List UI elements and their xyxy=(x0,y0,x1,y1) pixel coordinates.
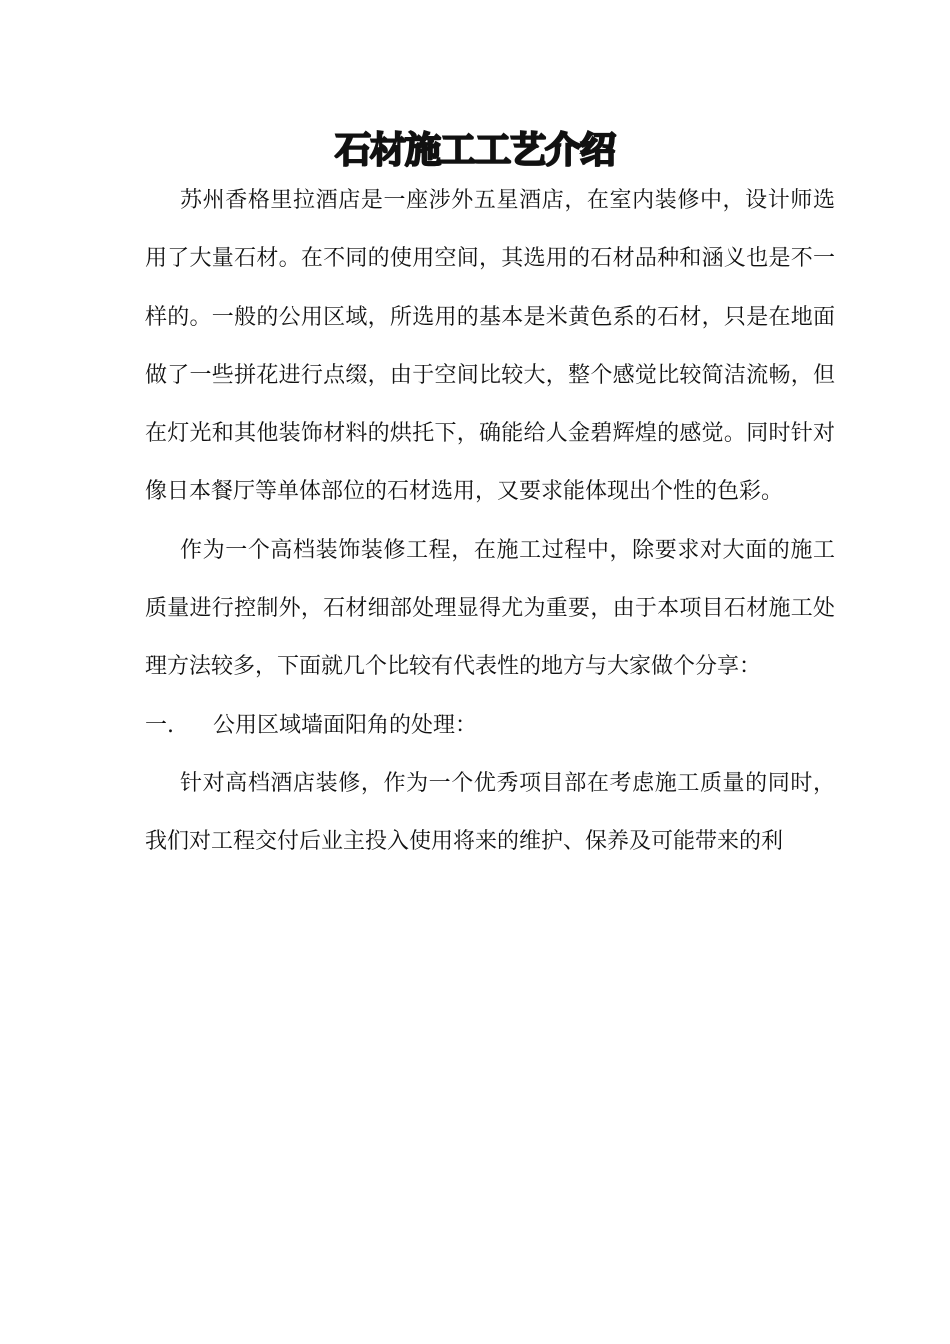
section-number: 一. xyxy=(145,712,174,738)
paragraph-section-one: 针对高档酒店装修，作为一个优秀项目部在考虑施工质量的同时，我们对工程交付后业主投入使用将来的维护、保养及可能带来的利 xyxy=(145,770,835,855)
document-body xyxy=(145,172,835,872)
section-heading-text: 公用区域墙面阳角的处理： xyxy=(213,712,478,738)
section-heading xyxy=(145,697,835,755)
paragraph-intro: 苏州香格里拉酒店是一座涉外五星酒店，在室内装修中，设计师选用了大量石材。在不同的使用空间，其选用的石材品种和涵义也是不一样的。一般的公用区域，所选用的基本是米黄色系的石材，只是在地面做了一些拼花进行点缀，由于空间比较大，整个感觉比较简洁流畅，但在灯光和其他装饰材料的烘托下，确能给人金碧辉煌的感觉。同时针对像日本餐厅等单体部位的石材选用，又要求能体现出个性的色彩。 xyxy=(145,188,835,505)
paragraph-construction: 作为一个高档装饰装修工程，在施工过程中，除要求对大面的施工质量进行控制外，石材细部处理显得尤为重要，由于本项目石材施工处理方法较多，下面就几个比较有代表性的地方与大家做个分享： xyxy=(145,537,835,680)
document-title: 石材施工工艺介绍 xyxy=(334,130,615,171)
